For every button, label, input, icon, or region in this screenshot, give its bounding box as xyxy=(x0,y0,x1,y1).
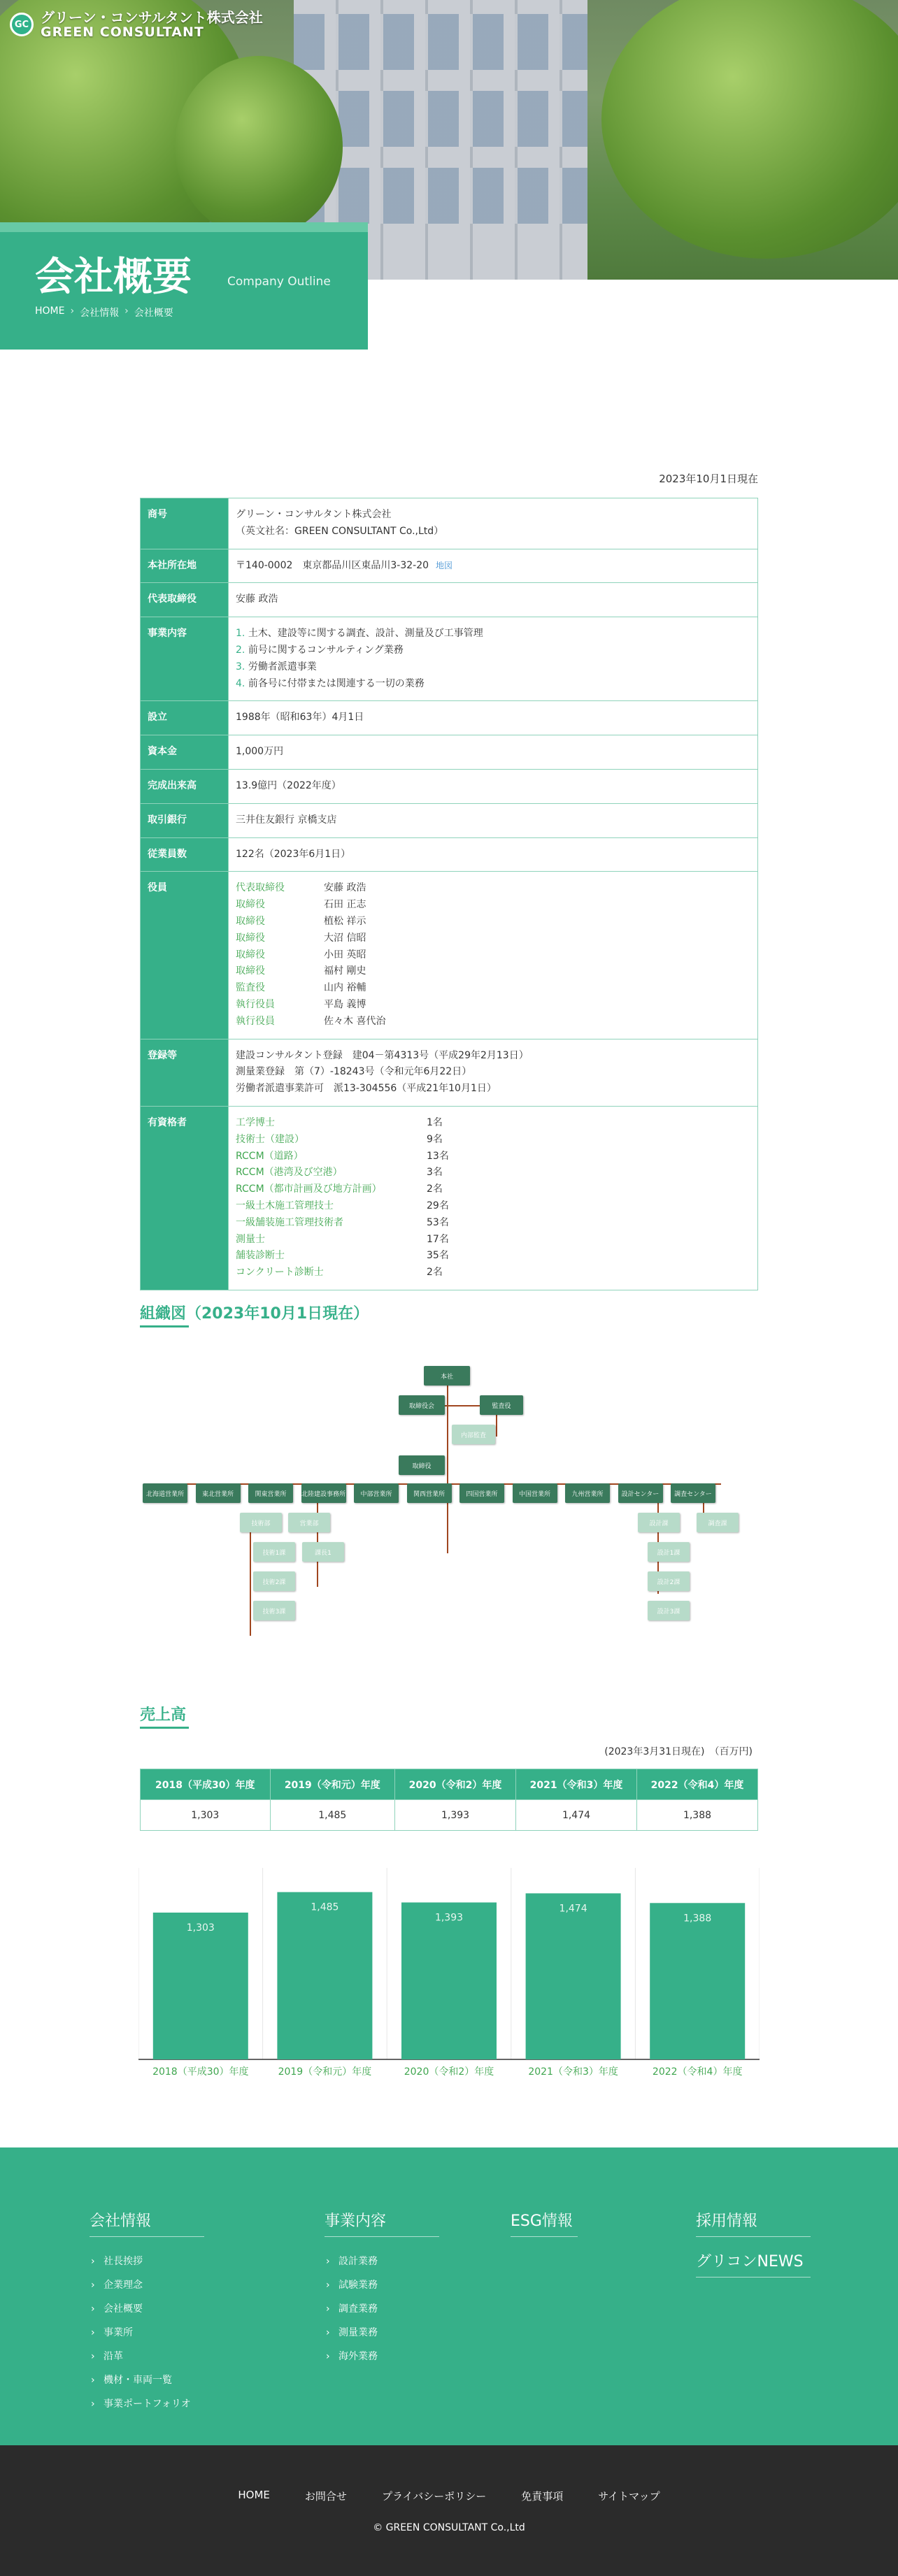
officer-role: 取締役 xyxy=(236,949,265,960)
footer-link[interactable]: › 事業ポートフォリオ xyxy=(90,2392,204,2416)
qualified-list xyxy=(229,1106,758,1290)
sales-value: 1,393 xyxy=(395,1800,516,1831)
breadcrumb-company-info[interactable]: 会社情報 xyxy=(80,308,120,319)
footer-heading-news[interactable]: グリコンNEWS xyxy=(696,2250,811,2278)
officer-name: 植松 祥示 xyxy=(324,915,366,927)
officer-name: 石田 正志 xyxy=(324,899,366,911)
bank-value: 三井住友銀行 京橋支店 xyxy=(229,803,758,837)
logo-mark-icon: GC xyxy=(10,13,34,36)
bottom-nav-link[interactable]: お問合せ xyxy=(304,2490,347,2503)
ceo-value: 安藤 政浩 xyxy=(229,583,758,617)
officer-name: 佐々木 喜代治 xyxy=(324,1015,386,1027)
qualification-name: 舗装診断士 xyxy=(236,1250,285,1262)
org-division: 四国営業所 xyxy=(459,1483,504,1503)
x-tick-label: 2018（平成30）年度 xyxy=(152,2066,249,2078)
org-division: 東北営業所 xyxy=(196,1483,241,1503)
row-label-employees: 従業員数 xyxy=(141,837,229,872)
qualification-row xyxy=(236,1181,750,1198)
data-label: 1,303 xyxy=(186,1922,215,1934)
footer-col-recruit xyxy=(696,2209,811,2290)
org-division: 九州営業所 xyxy=(565,1483,610,1503)
sales-bar-chart xyxy=(138,1868,760,2078)
breadcrumb-home[interactable]: HOME xyxy=(35,305,65,317)
qualification-name: 技術士（建設） xyxy=(236,1133,304,1145)
qualification-count: 3名 xyxy=(427,1167,443,1179)
qualification-count: 2名 xyxy=(427,1267,443,1279)
officer-row xyxy=(236,947,750,964)
org-chart xyxy=(140,1356,758,1650)
table-row xyxy=(141,837,758,872)
as-of-date: 2023年10月1日現在 xyxy=(659,473,758,485)
org-node: 技術1課 xyxy=(253,1542,295,1562)
org-chart-heading: 組織図（2023年10月1日現在） xyxy=(140,1302,369,1327)
footer-heading-company[interactable]: 会社情報 xyxy=(90,2209,204,2237)
footer-link[interactable]: › 調査業務 xyxy=(325,2297,439,2321)
officer-row xyxy=(236,963,750,980)
footer-link[interactable]: › 設計業務 xyxy=(325,2250,439,2273)
row-label-qualified: 有資格者 xyxy=(141,1106,229,1290)
table-row xyxy=(141,872,758,1039)
sales-year-header: 2018（平成30）年度 xyxy=(141,1769,271,1800)
org-audit-sub: 内部監査 xyxy=(452,1425,495,1444)
footer-link[interactable]: › 会社概要 xyxy=(90,2297,204,2321)
bar xyxy=(650,1903,745,2059)
table-row xyxy=(141,549,758,583)
qualification-name: 工学博士 xyxy=(236,1116,275,1128)
officer-role: 取締役 xyxy=(236,899,265,911)
officer-row xyxy=(236,980,750,997)
officer-name: 福村 剛史 xyxy=(324,965,366,977)
sales-year-header: 2019（令和元）年度 xyxy=(270,1769,394,1800)
bar xyxy=(153,1913,248,2059)
org-node: 営業部 xyxy=(288,1513,330,1532)
page-title-box xyxy=(0,222,368,350)
qualification-row xyxy=(236,1115,750,1132)
officer-role: 執行役員 xyxy=(236,1015,275,1027)
breadcrumb xyxy=(35,305,173,319)
qualification-count: 35名 xyxy=(427,1250,449,1262)
footer-col-business xyxy=(325,2209,439,2368)
sales-value: 1,303 xyxy=(141,1800,271,1831)
trade-name-english: （英文社名：GREEN CONSULTANT Co.,Ltd） xyxy=(236,525,444,537)
bar xyxy=(401,1902,497,2059)
registration-line: 労働者派遣事業許可 派13-304556（平成21年10月1日） xyxy=(236,1083,497,1095)
x-tick-label: 2021（令和3）年度 xyxy=(528,2066,618,2078)
officer-row xyxy=(236,897,750,914)
tree-photo-right xyxy=(601,0,898,259)
officer-name: 大沼 信昭 xyxy=(324,932,366,944)
org-board: 取締役会 xyxy=(399,1395,445,1415)
sales-unit-note: (2023年3月31日現在) （百万円) xyxy=(604,1746,753,1757)
bottom-nav-link[interactable]: HOME xyxy=(238,2489,270,2501)
table-row xyxy=(141,1039,758,1106)
org-division: 関東営業所 xyxy=(248,1483,293,1503)
officer-row xyxy=(236,1014,750,1030)
org-division: 設計センター xyxy=(618,1483,663,1503)
trade-name: グリーン・コンサルタント株式会社 xyxy=(236,509,392,520)
row-label-founded: 設立 xyxy=(141,701,229,735)
officer-row xyxy=(236,930,750,947)
org-node: 技術2課 xyxy=(253,1571,295,1591)
footer-link[interactable]: › 企業理念 xyxy=(90,2273,204,2297)
officer-role: 取締役 xyxy=(236,965,265,977)
org-division: 中国営業所 xyxy=(513,1483,557,1503)
officer-name: 山内 裕輔 xyxy=(324,982,366,994)
business-item: 1. 土木、建設等に関する調査、設計、測量及び工事管理 xyxy=(236,628,483,640)
officer-role: 執行役員 xyxy=(236,998,275,1010)
table-row xyxy=(141,1800,758,1831)
page-title: 会社概要 xyxy=(35,254,192,300)
employees-value: 122名（2023年6月1日） xyxy=(229,837,758,872)
table-row xyxy=(141,701,758,735)
qualification-row xyxy=(236,1132,750,1149)
sales-heading: 売上高 xyxy=(140,1703,186,1729)
row-label-business: 事業内容 xyxy=(141,617,229,701)
map-link[interactable]: 地図 xyxy=(436,560,453,570)
x-tick-label: 2022（令和4）年度 xyxy=(652,2066,743,2078)
table-row xyxy=(141,803,758,837)
footer xyxy=(0,2147,898,2445)
row-label-officers: 役員 xyxy=(141,872,229,1039)
breadcrumb-separator-icon: › xyxy=(124,305,129,317)
org-node: 技術部 xyxy=(240,1513,282,1532)
footer-col-esg xyxy=(511,2209,578,2250)
officer-row xyxy=(236,880,750,897)
officer-name: 安藤 政浩 xyxy=(324,882,366,894)
sales-year-header: 2020（令和2）年度 xyxy=(395,1769,516,1800)
bar xyxy=(277,1892,372,2059)
org-division: 関西営業所 xyxy=(407,1483,452,1503)
qualification-name: RCCM（道路） xyxy=(236,1150,304,1162)
qualification-count: 2名 xyxy=(427,1183,443,1195)
org-node: 設計課 xyxy=(638,1513,680,1532)
table-row xyxy=(141,617,758,701)
org-audit: 監査役 xyxy=(480,1395,523,1415)
officer-role: 監査役 xyxy=(236,982,265,994)
qualification-count: 29名 xyxy=(427,1200,449,1211)
footer-heading-esg[interactable]: ESG情報 xyxy=(511,2209,578,2237)
qualification-count: 13名 xyxy=(427,1150,449,1162)
registration-line: 測量業登録 第（7）-18243号（令和元年6月22日） xyxy=(236,1066,472,1078)
qualification-count: 17名 xyxy=(427,1233,449,1245)
founded-value: 1988年（昭和63年）4月1日 xyxy=(229,701,758,735)
footer-link[interactable]: › 沿革 xyxy=(90,2345,204,2368)
qualification-name: 測量士 xyxy=(236,1233,265,1245)
sales-value: 1,388 xyxy=(636,1800,757,1831)
sales-value: 1,474 xyxy=(516,1800,637,1831)
officers-list xyxy=(229,872,758,1039)
data-label: 1,474 xyxy=(559,1903,587,1915)
footer-heading-recruit[interactable]: 採用情報 xyxy=(696,2209,811,2237)
bottom-nav-link[interactable]: 免責事項 xyxy=(521,2490,564,2503)
org-division: 中部営業所 xyxy=(354,1483,399,1503)
sales-value: 1,485 xyxy=(270,1800,394,1831)
org-node: 技術3課 xyxy=(253,1601,295,1620)
sales-year-header: 2022（令和4）年度 xyxy=(636,1769,757,1800)
x-tick-label: 2020（令和2）年度 xyxy=(404,2066,494,2078)
logo-japanese: グリーン・コンサルタント株式会社 xyxy=(41,9,263,26)
bottom-nav xyxy=(0,2489,898,2503)
company-outline-table xyxy=(140,498,758,1290)
row-label-capital: 資本金 xyxy=(141,735,229,770)
org-president: 本社 xyxy=(424,1366,470,1386)
table-header-row xyxy=(141,1769,758,1800)
qualification-row xyxy=(236,1198,750,1215)
officer-role: 取締役 xyxy=(236,915,265,927)
revenue-value: 13.9億円（2022年度） xyxy=(229,769,758,803)
qualification-name: RCCM（都市計画及び地方計画） xyxy=(236,1183,382,1195)
qualification-count: 1名 xyxy=(427,1116,443,1128)
org-node: 調査課 xyxy=(697,1513,739,1532)
qualification-row xyxy=(236,1232,750,1249)
org-node: 設計3課 xyxy=(648,1601,690,1620)
row-label-trade-name: 商号 xyxy=(141,498,229,549)
officer-row xyxy=(236,914,750,930)
table-row xyxy=(141,498,758,549)
footer-link[interactable]: › 機材・車両一覧 xyxy=(90,2368,204,2392)
footer-link[interactable]: › 測量業務 xyxy=(325,2321,439,2345)
officer-row xyxy=(236,997,750,1014)
sales-year-header: 2021（令和3）年度 xyxy=(516,1769,637,1800)
org-node: 課長1 xyxy=(302,1542,344,1562)
org-node: 設計2課 xyxy=(648,1571,690,1591)
table-row xyxy=(141,1106,758,1290)
qualification-row xyxy=(236,1265,750,1281)
breadcrumb-current: 会社概要 xyxy=(134,308,173,319)
breadcrumb-separator-icon: › xyxy=(70,305,75,317)
row-label-address: 本社所在地 xyxy=(141,549,229,583)
x-tick-label: 2019（令和元）年度 xyxy=(278,2066,372,2078)
row-label-ceo: 代表取締役 xyxy=(141,583,229,617)
officer-name: 小田 英昭 xyxy=(324,949,366,960)
qualification-name: コンクリート診断士 xyxy=(236,1267,324,1279)
bottom-nav-link[interactable]: プライバシーポリシー xyxy=(381,2490,487,2503)
business-item: 2. 前号に関するコンサルティング業務 xyxy=(236,644,404,656)
qualification-row xyxy=(236,1165,750,1181)
table-row xyxy=(141,583,758,617)
qualification-name: 一級舗装施工管理技術者 xyxy=(236,1216,343,1228)
registration-line: 建設コンサルタント登録 建04－第4313号（平成29年2月13日） xyxy=(236,1049,529,1061)
tree-photo-mid xyxy=(175,56,343,238)
officer-name: 平島 義博 xyxy=(324,998,366,1010)
logo-english: GREEN CONSULTANT xyxy=(41,24,204,40)
bar xyxy=(526,1893,621,2059)
footer-link[interactable]: › 試験業務 xyxy=(325,2273,439,2297)
footer-heading-business[interactable]: 事業内容 xyxy=(325,2209,439,2237)
bottom-bar xyxy=(0,2445,898,2576)
row-label-revenue: 完成出来高 xyxy=(141,769,229,803)
org-division: 北陸建設事務所 xyxy=(301,1483,346,1503)
table-row xyxy=(141,769,758,803)
footer-col-company xyxy=(90,2209,204,2416)
org-node: 設計1課 xyxy=(648,1542,690,1562)
copyright: © GREEN CONSULTANT Co.,Ltd xyxy=(373,2522,525,2533)
row-label-registration: 登録等 xyxy=(141,1039,229,1106)
qualification-name: 一級土木施工管理技士 xyxy=(236,1200,334,1211)
org-exec: 取締役 xyxy=(399,1455,445,1475)
address-value: 〒140-0002 東京都品川区東品川3-32-20 xyxy=(236,559,429,571)
qualification-name: RCCM（港湾及び空港） xyxy=(236,1167,343,1179)
bottom-nav-link[interactable]: サイトマップ xyxy=(598,2490,660,2503)
site-logo[interactable] xyxy=(10,10,263,40)
qualification-row xyxy=(236,1248,750,1265)
footer-link[interactable]: › 事業所 xyxy=(90,2321,204,2345)
qualification-count: 53名 xyxy=(427,1216,449,1228)
row-label-bank: 取引銀行 xyxy=(141,803,229,837)
page-subtitle: Company Outline xyxy=(227,275,331,289)
business-item: 3. 労働者派遣事業 xyxy=(236,661,317,672)
table-row xyxy=(141,735,758,770)
sales-table xyxy=(140,1769,758,1831)
qualification-row xyxy=(236,1215,750,1232)
officer-role: 取締役 xyxy=(236,932,265,944)
data-label: 1,393 xyxy=(434,1912,464,1924)
footer-link[interactable]: › 社長挨拶 xyxy=(90,2250,204,2273)
business-item: 4. 前各号に付帯または関連する一切の業務 xyxy=(236,677,425,689)
data-label: 1,485 xyxy=(311,1901,339,1913)
footer-link[interactable]: › 海外業務 xyxy=(325,2345,439,2368)
capital-value: 1,000万円 xyxy=(229,735,758,770)
qualification-row xyxy=(236,1149,750,1165)
officer-role: 代表取締役 xyxy=(236,882,285,894)
org-division: 北海道営業所 xyxy=(143,1483,187,1503)
qualification-count: 9名 xyxy=(427,1133,443,1145)
data-label: 1,388 xyxy=(683,1913,712,1924)
org-division: 調査センター xyxy=(671,1483,715,1503)
